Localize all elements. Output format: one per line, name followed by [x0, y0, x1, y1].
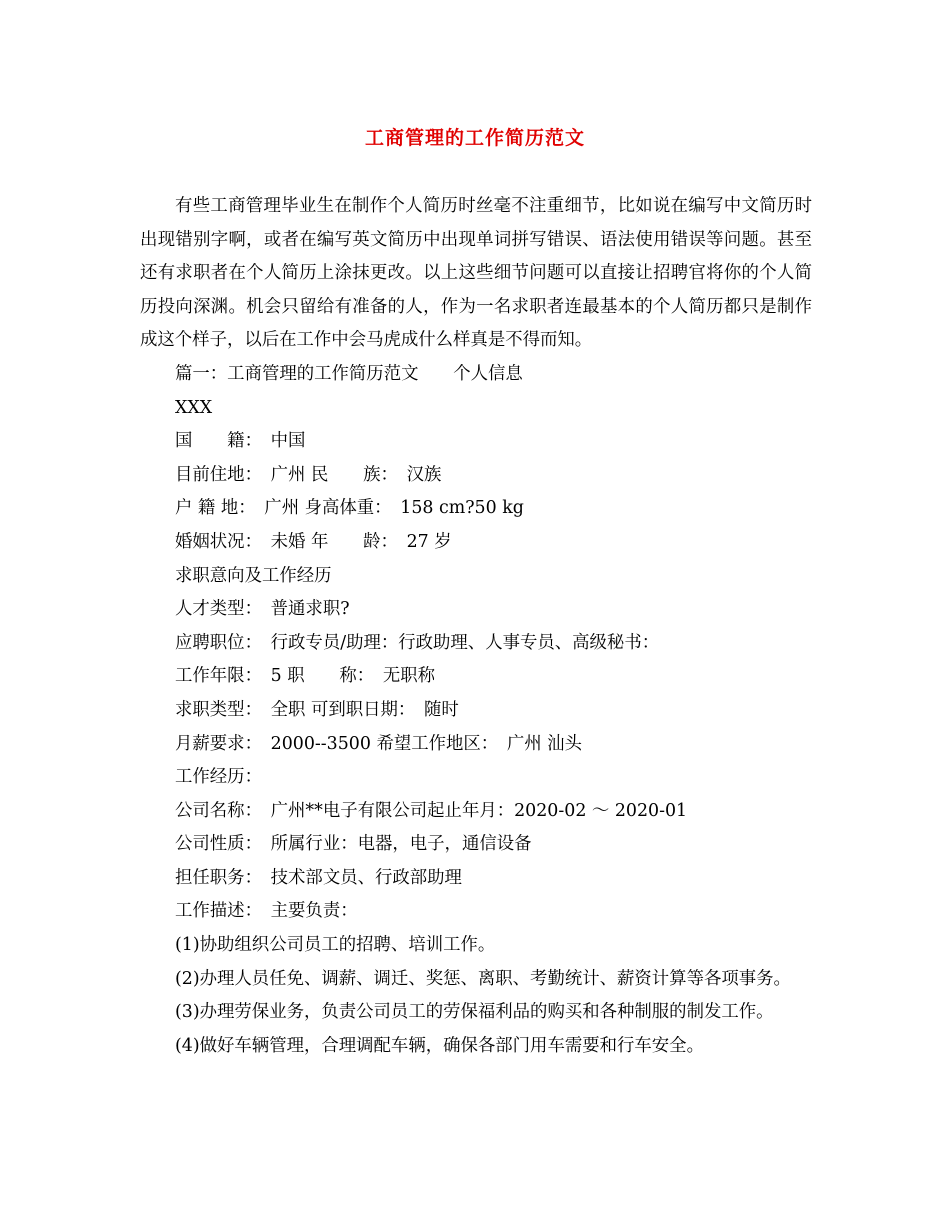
candidate-name: XXX: [175, 397, 213, 418]
info-job-description: 工作描述： 主要负责：: [175, 901, 358, 922]
info-residence-ethnicity: 目前住地： 广州 民 族： 汉族: [175, 464, 442, 485]
document-title: 工商管理的工作简历范文: [364, 127, 585, 149]
section-heading-job-intent: 求职意向及工作经历: [175, 565, 332, 586]
info-years-title: 工作年限： 5 职 称： 无职称: [175, 666, 436, 687]
info-applied-position: 应聘职位： 行政专员/助理：行政助理、人事专员、高级秘书：: [175, 632, 660, 653]
duty-item: (3)办理劳保业务，负责公司员工的劳保福利品的购买和各种制服的制发工作。: [175, 1002, 774, 1023]
info-hukou-height-weight: 户 籍 地： 广州 身高体重： 158 cm?50 kg: [175, 498, 524, 519]
info-job-type-start: 求职类型： 全职 可到职日期： 随时: [175, 699, 459, 720]
intro-paragraph: 有些工商管理毕业生在制作个人简历时丝毫不注重细节，比如说在编写中文简历时出现错别字啊，或者在编写英文简历中出现单词拼写错误、语法使用错误等问题。甚至还有求职者在个人简历上涂抹更改。以上这些细节问题可以直接让招聘官将你的个人简历投向深渊。机会只留给有准备的人，作为一名求职者连最基本的个人简历都只是制作成这个样子，以后在工作中会马虎成什么样真是不得而知。: [140, 196, 812, 351]
info-company-nature: 公司性质： 所属行业：电器，电子，通信设备: [175, 834, 532, 855]
info-marital-age: 婚姻状况： 未婚 年 龄： 27 岁: [175, 531, 452, 552]
info-position-held: 担任职务： 技术部文员、行政部助理: [175, 867, 462, 888]
info-salary-location: 月薪要求： 2000--3500 希望工作地区： 广州 汕头: [175, 733, 582, 754]
duty-item: (2)办理人员任免、调薪、调迁、奖惩、离职、考勤统计、薪资计算等各项事务。: [175, 968, 791, 989]
duty-item: (4)做好车辆管理，合理调配车辆，确保各部门用车需要和行车安全。: [175, 1035, 704, 1056]
document-body: [140, 190, 812, 1063]
info-company-name: 公司名称： 广州**电子有限公司起止年月：2020-02 ～ 2020-01: [175, 800, 688, 821]
section-heading-resume: 篇一：工商管理的工作简历范文 个人信息: [175, 363, 523, 384]
section-heading-experience: 工作经历：: [175, 767, 262, 788]
duty-item: (1)协助组织公司员工的招聘、培训工作。: [175, 935, 496, 956]
info-talent-type: 人才类型： 普通求职?: [175, 599, 350, 620]
info-nationality: 国 籍： 中国: [175, 431, 306, 452]
